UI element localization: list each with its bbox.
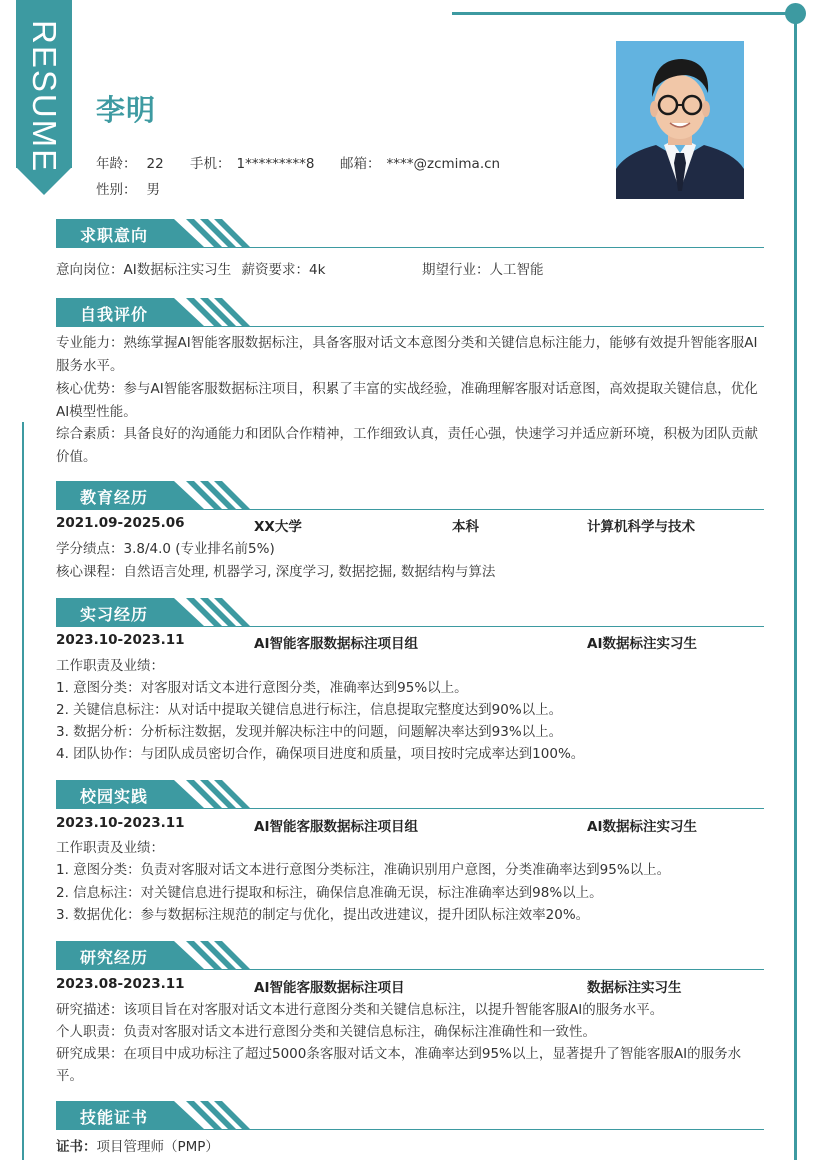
education-degree: 本科 xyxy=(452,519,479,535)
age-info: 年龄： 22 xyxy=(96,156,164,172)
research-description: 研究描述：该项目旨在对客服对话文本进行意图分类和关键信息标注，以提升智能客服AI的服务水平。 xyxy=(56,1002,664,1018)
intent-salary: 薪资要求：4k xyxy=(241,262,326,278)
campus-intro: 工作职责及业绩： xyxy=(56,840,164,856)
certificate-row xyxy=(56,1136,768,1158)
education-school: XX大学 xyxy=(254,519,302,535)
candidate-name: 李明 xyxy=(96,93,157,127)
internship-item: 3. 数据分析：分析标注数据，发现并解决标注中的问题，问题解决率达到93%以上。 xyxy=(56,724,563,740)
self-eval-advantage: 核心优势：参与AI智能客服数据标注项目，积累了丰富的实战经验，准确理解客服对话意图，高效提取关键信息，优化AI模型性能。 xyxy=(56,381,758,420)
self-eval-professional: 专业能力：熟练掌握AI智能客服数据标注，具备客服对话文本意图分类和关键信息标注能力，能够有效提升智能客服AI服务水平。 xyxy=(56,335,758,374)
section-campus xyxy=(56,780,764,810)
section-title: 求职意向 xyxy=(80,226,149,245)
education-courses: 核心课程：自然语言处理, 机器学习, 深度学习, 数据挖掘, 数据结构与算法 xyxy=(56,564,496,580)
section-internship xyxy=(56,598,764,628)
intent-industry: 期望行业：人工智能 xyxy=(422,262,544,278)
section-title: 自我评价 xyxy=(80,305,149,324)
campus-item: 2. 信息标注：对关键信息进行提取和标注，确保信息准确无误，标注准确率达到98%以上。 xyxy=(56,885,603,901)
certificate-label: 证书： xyxy=(56,1139,97,1155)
research-duty: 个人职责：负责对客服对话文本进行意图分类和关键信息标注，确保标注准确性和一致性。 xyxy=(56,1024,596,1040)
research-role: 数据标注实习生 xyxy=(587,980,682,996)
self-eval-quality: 综合素质：具备良好的沟通能力和团队合作精神，工作细致认真，责任心强，快速学习并适应新环境，积极为团队贡献价值。 xyxy=(56,426,758,465)
internship-item: 4. 团队协作：与团队成员密切合作，确保项目进度和质量，项目按时完成率达到100%。 xyxy=(56,746,585,762)
section-title: 校园实践 xyxy=(80,787,149,806)
research-project: AI智能客服数据标注项目 xyxy=(254,980,405,996)
internship-item: 2. 关键信息标注：从对话中提取关键信息进行标注，信息提取完整度达到90%以上。 xyxy=(56,702,563,718)
section-title: 技能证书 xyxy=(80,1108,149,1127)
profile-photo xyxy=(616,41,744,199)
internship-header-row xyxy=(56,632,768,654)
campus-role: AI数据标注实习生 xyxy=(587,819,697,835)
resume-ribbon-text: RESUME xyxy=(26,20,63,174)
internship-period: 2023.10-2023.11 xyxy=(56,632,185,648)
section-title: 教育经历 xyxy=(80,488,149,507)
education-gpa: 学分绩点：3.8/4.0 (专业排名前5%) xyxy=(56,541,275,557)
campus-header-row xyxy=(56,815,768,837)
campus-org: AI智能客服数据标注项目组 xyxy=(254,819,418,835)
internship-intro: 工作职责及业绩： xyxy=(56,658,164,674)
internship-role: AI数据标注实习生 xyxy=(587,636,697,652)
intent-row xyxy=(56,259,768,281)
section-title: 实习经历 xyxy=(80,605,149,624)
education-period: 2021.09-2025.06 xyxy=(56,515,185,531)
section-self-eval xyxy=(56,298,764,328)
resume-ribbon xyxy=(16,0,72,196)
research-result: 研究成果：在项目中成功标注了超过5000条客服对话文本，准确率达到95%以上，显著提升了智能客服AI的服务水平。 xyxy=(56,1046,742,1084)
top-decor-line xyxy=(452,12,797,15)
phone-info: 手机： 1*********8 xyxy=(190,156,315,172)
research-header-row xyxy=(56,976,768,998)
internship-org: AI智能客服数据标注项目组 xyxy=(254,636,418,652)
section-intent xyxy=(56,219,764,249)
intent-position: 意向岗位：AI数据标注实习生 xyxy=(56,262,232,278)
section-research xyxy=(56,941,764,971)
campus-item: 3. 数据优化：参与数据标注规范的制定与优化，提出改进建议，提升团队标注效率20%。 xyxy=(56,907,590,923)
email-info: 邮箱： ****@zcmima.cn xyxy=(340,156,501,172)
campus-item: 1. 意图分类：负责对客服对话文本进行意图分类标注，准确识别用户意图，分类准确率达到95%以上。 xyxy=(56,862,671,878)
education-header-row xyxy=(56,515,768,537)
left-decor-line xyxy=(22,422,24,1160)
internship-item: 1. 意图分类：对客服对话文本进行意图分类，准确率达到95%以上。 xyxy=(56,680,468,696)
section-education xyxy=(56,481,764,511)
right-decor-line xyxy=(794,14,797,1160)
research-period: 2023.08-2023.11 xyxy=(56,976,185,992)
section-skills xyxy=(56,1101,764,1131)
gender-info: 性别： 男 xyxy=(96,182,160,198)
certificate-value: 项目管理师（PMP） xyxy=(96,1139,219,1155)
campus-period: 2023.10-2023.11 xyxy=(56,815,185,831)
education-major: 计算机科学与技术 xyxy=(587,519,695,535)
section-title: 研究经历 xyxy=(80,948,149,967)
